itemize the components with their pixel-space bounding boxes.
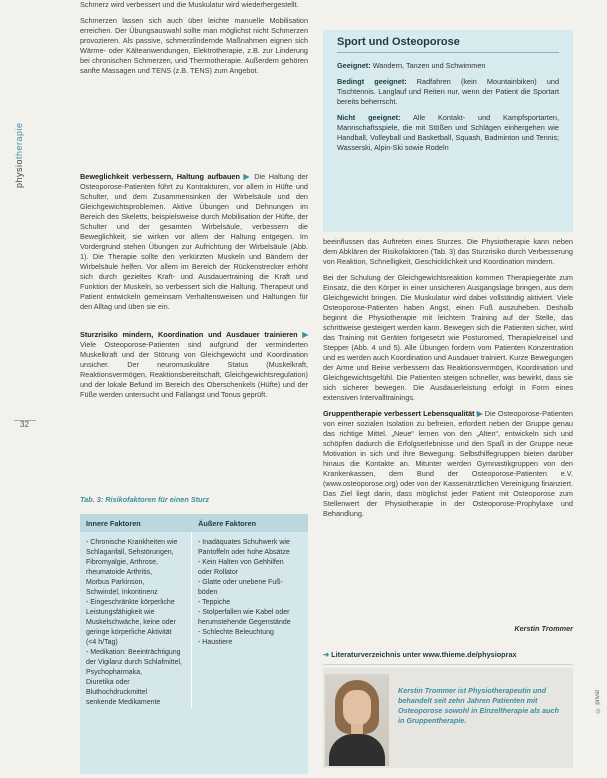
table-cell-item: Schlaganfall, Sehstörungen, bbox=[86, 549, 174, 556]
table-cell-item: Psychopharmaka, bbox=[86, 669, 143, 676]
author-signature: Kerstin Trommer bbox=[514, 624, 573, 633]
table-header-inner: Innere Faktoren bbox=[86, 518, 141, 528]
infobox-item bbox=[337, 113, 559, 153]
paragraph: beeinflussen das Auftreten eines Sturzes. Die Physiotherapie kann neben dem Abklären der Risikofaktoren (Tab. 3) das Sturzrisiko durch Verbesserung von Reaktion, Schnelligkeit, Geschicklichkeit und Koordination mindern. bbox=[323, 237, 573, 266]
arrow-icon: ▶ bbox=[243, 172, 251, 181]
subheading: Beweglichkeit verbessern, Haltung aufbauen bbox=[80, 172, 240, 181]
table-cell-item: der Vigilanz durch Schlafmittel, bbox=[86, 659, 182, 666]
infobox-item-label: Nicht geeignet: bbox=[337, 113, 401, 122]
table-cell-item: - Schlechte Beleuchtung bbox=[198, 629, 274, 636]
paragraph bbox=[80, 330, 308, 400]
paragraph bbox=[80, 172, 308, 312]
table-cell-item: geringe körperliche Aktivität bbox=[86, 629, 172, 636]
paragraph-text: Die Osteoporose-Patienten von einer sozialen Isolation zu befreien, erfordert neben der Gruppe genau das richtige Mittel. „Neue“ lernen von den „Alten“, entwickeln sich und schöpfen dadurch die Erfolgserlebnisse und den Spaß in der Gruppe neue Motivation in sich und ihre Bewegung. Selbsthilfegruppen bieten darüber hinaus die Kontakte an. Mitunter werden Gymnastikgruppen von den Krankenkassen, dem Bund der Osteoporose-Patienten e.V. (www.osteoporose.org) oder von der Kassenärztlichen Vereinigung finanziert. Das Ziel liegt darin, dass möglichst jeder Patient mit Osteoporose zum Stellenwert der Physiotherapie in der Osteoporose-Prophylaxe und Behandlung. bbox=[323, 409, 573, 518]
table-caption bbox=[80, 495, 209, 504]
infobox-item bbox=[337, 61, 559, 71]
infobox-item bbox=[337, 77, 559, 107]
photo-shirt bbox=[329, 734, 385, 766]
paragraph: Schmerz wird verbessert und die Muskulatur wird wiederhergestellt. bbox=[80, 0, 299, 9]
table-cell-item: Pantoffeln oder hohe Absätze bbox=[198, 549, 290, 556]
paragraph bbox=[323, 409, 573, 519]
photo-face bbox=[343, 690, 371, 726]
infobox-item-label: Geeignet: bbox=[337, 61, 371, 70]
table-cell-item: Diuretika oder Bluthochdruckmittel bbox=[86, 679, 148, 696]
table-cell-item: - Eingeschränkte körperliche bbox=[86, 599, 175, 606]
table-column-outer bbox=[192, 532, 308, 708]
risk-factor-table bbox=[80, 514, 308, 774]
infobox-item-text: Alle Kontakt- und Kampfsportarten, Mannschaftsspiele, die mit Stößen und Schlägen einhergehen wie Handball, Volleyball und Basketball, Squash, Badminton und Tennis; Wasserski, Alpin-Ski sowie Rodeln bbox=[337, 113, 560, 152]
infobox-item-label: Bedingt geeignet: bbox=[337, 77, 407, 86]
table-cell-item: (<4 h/Tag) bbox=[86, 639, 118, 646]
table-cell-item: - Haustiere bbox=[198, 639, 233, 646]
table-cell-item: - Teppiche bbox=[198, 599, 231, 606]
author-photo bbox=[325, 674, 389, 766]
section-label bbox=[14, 108, 28, 188]
page-number: 32 bbox=[20, 420, 29, 429]
table-body bbox=[80, 532, 308, 708]
subheading: Sturzrisiko mindern, Koordination und Ausdauer trainieren bbox=[80, 330, 298, 339]
arrow-icon: ➜ bbox=[323, 650, 330, 659]
table-caption-title: Risikofaktoren für einen Sturz bbox=[105, 495, 210, 504]
literature-link-text[interactable]: Literaturverzeichnis unter www.thieme.de/physioprax bbox=[331, 650, 517, 659]
author-bio-text: Kerstin Trommer ist Physiotherapeutin und behandelt seit zehn Jahren Patienten mit Osteoporose sowohl in Einzeltherapie als auch in Gruppentherapie. bbox=[398, 686, 559, 725]
section-label-part2: therapie bbox=[14, 122, 24, 159]
left-column-fall-risk bbox=[80, 330, 308, 406]
table-cell-item: Schwindel, Inkontinenz bbox=[86, 589, 158, 596]
table-cell-item: böden bbox=[198, 589, 218, 596]
table-cell-item: Muskelschwäche, keine oder bbox=[86, 619, 176, 626]
table-header-outer: Äußere Faktoren bbox=[198, 518, 257, 528]
table-cell-item: - Chronische Krankheiten wie bbox=[86, 539, 178, 546]
left-column-intro bbox=[80, 0, 308, 82]
photo-credit: © privat bbox=[595, 690, 601, 713]
paragraph-text: Viele Osteoporose-Patienten sind aufgrund der verminderten Muskelkraft und der Störung von Gleichgewicht und Koordination unsicher. Der neuromuskuläre Status (Muskelkraft, Reaktionsvermögen, Reaktionsbereitschaft, Gleichgewichtsregulation) und der lokale Befund im Bereich des Oberschenkels (Hüfte) und der Füße werden untersucht und Fallangst und Tonus geprüft. bbox=[80, 340, 308, 399]
infobox-body bbox=[323, 53, 573, 153]
table-cell-item: - Medikation: Beeinträchtigung bbox=[86, 649, 181, 656]
left-column-mobility bbox=[80, 172, 308, 318]
infobox-item-text: Radfahren (kein Mountainbiken) und Tischtennis. Langlauf und Reiten nur, wenn der Patient die Sportart bereits beherrscht. bbox=[337, 77, 559, 106]
sport-infobox bbox=[323, 30, 573, 232]
table-cell-item: - Stolperfallen wie Kabel oder bbox=[198, 609, 290, 616]
arrow-icon: ▶ bbox=[302, 330, 308, 339]
table-cell-item: - Kein Halten von Gehhilfen bbox=[198, 559, 284, 566]
paragraph-text: Die Haltung der Osteoporose-Patienten führt zu Kontrakturen, vor allem in Hüfte und Schulter, und dem Zusammensinken der Wirbelsäule und den Gleichgewichtsproblemen. Aktive Übungen und Dehnungen im Bereich des Skeletts, beispielsweise durch Mobilisation der Hüfte, der Schulter und der gesamten Wirbelsäule, verbessern die Beweglichkeit, sie wirken vor allem der Haltung entgegen. Im Vordergrund stehen Übungen zur Aufrichtung der Wirbelsäule (Abb. 1). Die Therapie sollte den verkürzten Muskeln und Bändern der Wirbelsäule helfen. Vor allem im Bereich der Rückenstrecker erhöht sich durch gezieltes Kraft- und Ausdauertraining die Kraft und Funktion der Muskeln, so verbessert sich die Haltung. Therapeut und Patient entwickeln gemeinsam Verhaltensweisen und Haltungen für den Alltag und üben sie ein. bbox=[80, 172, 309, 311]
table-cell-item: senkende Medikamente bbox=[86, 699, 161, 706]
paragraph: Schmerzen lassen sich auch über leichte manuelle Mobilisation erreichen. Der Übungsauswahl sollte man möglichst nicht Schmerzen provozieren. Als passive, schmerzlindernde Maßnahmen eignen sich Wärme- oder Kälteanwendungen, Elektrotherapie, z.B. zur Linderung bei chronischen Schmerzen, und Thermotherapie. Außerdem gehören sanfte Massagen und TENS (z.B. TENS) zum Angebot. bbox=[80, 16, 308, 75]
arrow-icon: ▶ bbox=[476, 409, 483, 418]
subheading: Gruppentherapie verbessert Lebensqualität bbox=[323, 409, 475, 418]
table-column-inner bbox=[80, 532, 192, 708]
table-cell-item: oder Rollator bbox=[198, 569, 239, 576]
divider bbox=[323, 664, 573, 665]
table-cell-item: herumstehende Gegenstände bbox=[198, 619, 291, 626]
table-header bbox=[80, 514, 308, 532]
literature-link[interactable] bbox=[323, 650, 517, 659]
table-cell-item: Fibromyalgie, Arthrose, bbox=[86, 559, 158, 566]
infobox-item-text: Wandern, Tanzen und Schwimmen bbox=[372, 61, 486, 70]
right-column bbox=[323, 237, 573, 525]
table-cell-item: rheumatoide Arthritis, bbox=[86, 569, 153, 576]
table-cell-item: Leistungsfähigkeit wie bbox=[86, 609, 155, 616]
paragraph: Bei der Schulung der Gleichgewichtsreaktion kommen Therapiegeräte zum Einsatz, die den Körper in einer unsicheren Ausgangslage bringen, aus dem Gleichgewicht bringen. Die Muskulatur wird dabei vollständig aktiviert. Viele Osteoporose-Patienten haben Angst, einen Fuß auszuheben. Deshalb beginnt die Physiotherapie mit leichtem Training auf der Stelle, das schrittweise gesteigert werden kann. Bewegen sich die Patienten sicher, wird das Training mit Geräten fortgesetzt wie Posturomed, Therapiekreisel und Stepper (Abb. 4 und 5). Alle Übungen fordern vom Patienten Konzentration und es werden auch Koordination und Ausdauer trainiert. Kurze Bewegungen der Arme und Beine verbessern das Reaktionsvermögen, Koordination und Gleichgewichtsgefühl. Die Patienten steigen schneller, was bewirkt, dass sie sich sicherer bewegen. Die Ausdauerleistung erfolgt in Form eines extensiven Intervalltrainings. bbox=[323, 273, 573, 402]
table-caption-label: Tab. 3: bbox=[80, 495, 104, 504]
table-cell-item: - Inadäquates Schuhwerk wie bbox=[198, 539, 290, 546]
infobox-title: Sport und Osteoporose bbox=[337, 36, 559, 53]
table-cell-item: Morbus Parkinson, bbox=[86, 579, 145, 586]
table-cell-item: - Glatte oder unebene Fuß- bbox=[198, 579, 283, 586]
section-label-part1: physio bbox=[14, 158, 24, 188]
